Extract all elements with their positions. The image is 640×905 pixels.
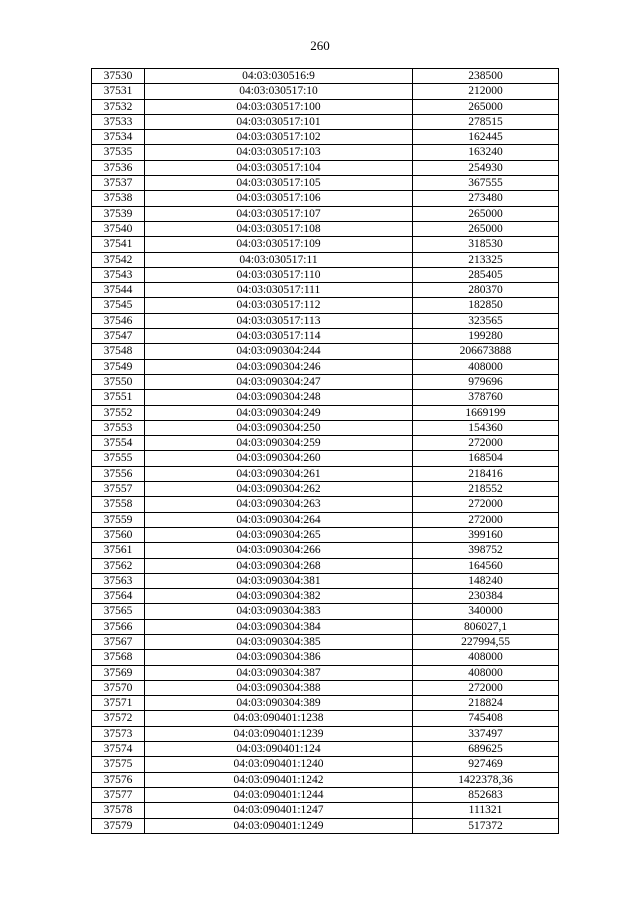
table-row bbox=[92, 405, 559, 420]
cadastral-number-cell: 04:03:090304:249 bbox=[145, 405, 413, 420]
table-row bbox=[92, 604, 559, 619]
table-row bbox=[92, 787, 559, 802]
table-row bbox=[92, 573, 559, 588]
value-cell: 218416 bbox=[413, 466, 559, 481]
row-index-cell: 37539 bbox=[92, 206, 145, 221]
cadastral-number-cell: 04:03:090401:1240 bbox=[145, 757, 413, 772]
cadastral-number-cell: 04:03:090401:1247 bbox=[145, 803, 413, 818]
cadastral-number-cell: 04:03:090304:387 bbox=[145, 665, 413, 680]
cadastral-number-cell: 04:03:090304:246 bbox=[145, 359, 413, 374]
value-cell: 265000 bbox=[413, 99, 559, 114]
row-index-cell: 37570 bbox=[92, 680, 145, 695]
value-cell: 218552 bbox=[413, 482, 559, 497]
row-index-cell: 37578 bbox=[92, 803, 145, 818]
table-row bbox=[92, 818, 559, 833]
registry-table-body bbox=[92, 69, 559, 834]
value-cell: 272000 bbox=[413, 512, 559, 527]
cadastral-number-cell: 04:03:030517:114 bbox=[145, 329, 413, 344]
cadastral-number-cell: 04:03:090304:244 bbox=[145, 344, 413, 359]
value-cell: 164560 bbox=[413, 558, 559, 573]
table-row bbox=[92, 650, 559, 665]
row-index-cell: 37545 bbox=[92, 298, 145, 313]
value-cell: 517372 bbox=[413, 818, 559, 833]
cadastral-number-cell: 04:03:090304:261 bbox=[145, 466, 413, 481]
value-cell: 1669199 bbox=[413, 405, 559, 420]
row-index-cell: 37546 bbox=[92, 313, 145, 328]
row-index-cell: 37559 bbox=[92, 512, 145, 527]
value-cell: 806027,1 bbox=[413, 619, 559, 634]
cadastral-number-cell: 04:03:090401:124 bbox=[145, 742, 413, 757]
value-cell: 745408 bbox=[413, 711, 559, 726]
table-row bbox=[92, 191, 559, 206]
table-row bbox=[92, 99, 559, 114]
row-index-cell: 37556 bbox=[92, 466, 145, 481]
table-row bbox=[92, 69, 559, 84]
table-row bbox=[92, 221, 559, 236]
table-row bbox=[92, 558, 559, 573]
value-cell: 154360 bbox=[413, 420, 559, 435]
value-cell: 399160 bbox=[413, 527, 559, 542]
value-cell: 398752 bbox=[413, 543, 559, 558]
value-cell: 265000 bbox=[413, 221, 559, 236]
table-row bbox=[92, 726, 559, 741]
table-row bbox=[92, 543, 559, 558]
row-index-cell: 37537 bbox=[92, 176, 145, 191]
page-number: 260 bbox=[310, 38, 330, 53]
cadastral-number-cell: 04:03:090304:382 bbox=[145, 589, 413, 604]
table-row bbox=[92, 237, 559, 252]
value-cell: 162445 bbox=[413, 130, 559, 145]
value-cell: 272000 bbox=[413, 436, 559, 451]
table-row bbox=[92, 206, 559, 221]
value-cell: 408000 bbox=[413, 665, 559, 680]
cadastral-number-cell: 04:03:090304:388 bbox=[145, 680, 413, 695]
cadastral-number-cell: 04:03:090401:1249 bbox=[145, 818, 413, 833]
cadastral-number-cell: 04:03:090304:262 bbox=[145, 482, 413, 497]
row-index-cell: 37547 bbox=[92, 329, 145, 344]
value-cell: 408000 bbox=[413, 650, 559, 665]
cadastral-number-cell: 04:03:090304:386 bbox=[145, 650, 413, 665]
table-row bbox=[92, 680, 559, 695]
cadastral-number-cell: 04:03:030517:107 bbox=[145, 206, 413, 221]
value-cell: 318530 bbox=[413, 237, 559, 252]
table-row bbox=[92, 742, 559, 757]
row-index-cell: 37554 bbox=[92, 436, 145, 451]
cadastral-number-cell: 04:03:090304:268 bbox=[145, 558, 413, 573]
cadastral-number-cell: 04:03:090304:247 bbox=[145, 374, 413, 389]
value-cell: 979696 bbox=[413, 374, 559, 389]
table-row bbox=[92, 160, 559, 175]
value-cell: 227994,55 bbox=[413, 634, 559, 649]
value-cell: 212000 bbox=[413, 84, 559, 99]
table-row bbox=[92, 634, 559, 649]
cadastral-number-cell: 04:03:030517:104 bbox=[145, 160, 413, 175]
table-row bbox=[92, 619, 559, 634]
row-index-cell: 37561 bbox=[92, 543, 145, 558]
cadastral-number-cell: 04:03:090304:383 bbox=[145, 604, 413, 619]
cadastral-number-cell: 04:03:030517:11 bbox=[145, 252, 413, 267]
table-row bbox=[92, 390, 559, 405]
row-index-cell: 37530 bbox=[92, 69, 145, 84]
table-row bbox=[92, 252, 559, 267]
value-cell: 163240 bbox=[413, 145, 559, 160]
table-row bbox=[92, 130, 559, 145]
value-cell: 254930 bbox=[413, 160, 559, 175]
row-index-cell: 37541 bbox=[92, 237, 145, 252]
row-index-cell: 37536 bbox=[92, 160, 145, 175]
cadastral-number-cell: 04:03:030517:109 bbox=[145, 237, 413, 252]
cadastral-number-cell: 04:03:090304:265 bbox=[145, 527, 413, 542]
table-row bbox=[92, 298, 559, 313]
row-index-cell: 37568 bbox=[92, 650, 145, 665]
value-cell: 230384 bbox=[413, 589, 559, 604]
cadastral-number-cell: 04:03:090401:1238 bbox=[145, 711, 413, 726]
row-index-cell: 37533 bbox=[92, 114, 145, 129]
cadastral-number-cell: 04:03:090304:264 bbox=[145, 512, 413, 527]
cadastral-number-cell: 04:03:090304:385 bbox=[145, 634, 413, 649]
row-index-cell: 37565 bbox=[92, 604, 145, 619]
cadastral-number-cell: 04:03:030517:112 bbox=[145, 298, 413, 313]
row-index-cell: 37573 bbox=[92, 726, 145, 741]
table-row bbox=[92, 665, 559, 680]
table-row bbox=[92, 313, 559, 328]
row-index-cell: 37553 bbox=[92, 420, 145, 435]
row-index-cell: 37531 bbox=[92, 84, 145, 99]
cadastral-number-cell: 04:03:030517:102 bbox=[145, 130, 413, 145]
row-index-cell: 37557 bbox=[92, 482, 145, 497]
value-cell: 852683 bbox=[413, 787, 559, 802]
value-cell: 340000 bbox=[413, 604, 559, 619]
table-row bbox=[92, 436, 559, 451]
value-cell: 1422378,36 bbox=[413, 772, 559, 787]
row-index-cell: 37534 bbox=[92, 130, 145, 145]
table-row bbox=[92, 512, 559, 527]
registry-table bbox=[91, 68, 559, 834]
cadastral-number-cell: 04:03:030517:113 bbox=[145, 313, 413, 328]
cadastral-number-cell: 04:03:090304:266 bbox=[145, 543, 413, 558]
row-index-cell: 37532 bbox=[92, 99, 145, 114]
row-index-cell: 37574 bbox=[92, 742, 145, 757]
row-index-cell: 37540 bbox=[92, 221, 145, 236]
value-cell: 927469 bbox=[413, 757, 559, 772]
table-row bbox=[92, 466, 559, 481]
cadastral-number-cell: 04:03:030517:106 bbox=[145, 191, 413, 206]
value-cell: 285405 bbox=[413, 267, 559, 282]
value-cell: 337497 bbox=[413, 726, 559, 741]
row-index-cell: 37567 bbox=[92, 634, 145, 649]
cadastral-number-cell: 04:03:030517:101 bbox=[145, 114, 413, 129]
row-index-cell: 37558 bbox=[92, 497, 145, 512]
cadastral-number-cell: 04:03:090304:248 bbox=[145, 390, 413, 405]
cadastral-number-cell: 04:03:030517:10 bbox=[145, 84, 413, 99]
row-index-cell: 37560 bbox=[92, 527, 145, 542]
table-row bbox=[92, 696, 559, 711]
row-index-cell: 37571 bbox=[92, 696, 145, 711]
row-index-cell: 37538 bbox=[92, 191, 145, 206]
row-index-cell: 37563 bbox=[92, 573, 145, 588]
row-index-cell: 37544 bbox=[92, 283, 145, 298]
cadastral-number-cell: 04:03:090401:1239 bbox=[145, 726, 413, 741]
row-index-cell: 37577 bbox=[92, 787, 145, 802]
table-row bbox=[92, 711, 559, 726]
table-row bbox=[92, 497, 559, 512]
value-cell: 278515 bbox=[413, 114, 559, 129]
table-row bbox=[92, 329, 559, 344]
cadastral-number-cell: 04:03:030517:108 bbox=[145, 221, 413, 236]
row-index-cell: 37550 bbox=[92, 374, 145, 389]
cadastral-number-cell: 04:03:090304:384 bbox=[145, 619, 413, 634]
cadastral-number-cell: 04:03:090304:381 bbox=[145, 573, 413, 588]
row-index-cell: 37535 bbox=[92, 145, 145, 160]
row-index-cell: 37579 bbox=[92, 818, 145, 833]
cadastral-number-cell: 04:03:090304:389 bbox=[145, 696, 413, 711]
cadastral-number-cell: 04:03:090401:1244 bbox=[145, 787, 413, 802]
row-index-cell: 37555 bbox=[92, 451, 145, 466]
value-cell: 367555 bbox=[413, 176, 559, 191]
table-row bbox=[92, 527, 559, 542]
row-index-cell: 37542 bbox=[92, 252, 145, 267]
value-cell: 213325 bbox=[413, 252, 559, 267]
value-cell: 689625 bbox=[413, 742, 559, 757]
row-index-cell: 37552 bbox=[92, 405, 145, 420]
cadastral-number-cell: 04:03:030516:9 bbox=[145, 69, 413, 84]
cadastral-number-cell: 04:03:090304:259 bbox=[145, 436, 413, 451]
value-cell: 280370 bbox=[413, 283, 559, 298]
table-row bbox=[92, 176, 559, 191]
cadastral-number-cell: 04:03:030517:105 bbox=[145, 176, 413, 191]
value-cell: 168504 bbox=[413, 451, 559, 466]
cadastral-number-cell: 04:03:030517:103 bbox=[145, 145, 413, 160]
table-row bbox=[92, 344, 559, 359]
table-row bbox=[92, 114, 559, 129]
table-row bbox=[92, 420, 559, 435]
value-cell: 272000 bbox=[413, 680, 559, 695]
value-cell: 238500 bbox=[413, 69, 559, 84]
table-row bbox=[92, 359, 559, 374]
cadastral-number-cell: 04:03:090304:263 bbox=[145, 497, 413, 512]
value-cell: 378760 bbox=[413, 390, 559, 405]
table-row bbox=[92, 283, 559, 298]
cadastral-number-cell: 04:03:030517:110 bbox=[145, 267, 413, 282]
cadastral-number-cell: 04:03:090401:1242 bbox=[145, 772, 413, 787]
cadastral-number-cell: 04:03:030517:100 bbox=[145, 99, 413, 114]
row-index-cell: 37572 bbox=[92, 711, 145, 726]
value-cell: 265000 bbox=[413, 206, 559, 221]
value-cell: 408000 bbox=[413, 359, 559, 374]
row-index-cell: 37549 bbox=[92, 359, 145, 374]
value-cell: 199280 bbox=[413, 329, 559, 344]
table-row bbox=[92, 267, 559, 282]
cadastral-number-cell: 04:03:090304:250 bbox=[145, 420, 413, 435]
row-index-cell: 37576 bbox=[92, 772, 145, 787]
table-row bbox=[92, 589, 559, 604]
table-row bbox=[92, 84, 559, 99]
row-index-cell: 37564 bbox=[92, 589, 145, 604]
value-cell: 272000 bbox=[413, 497, 559, 512]
row-index-cell: 37551 bbox=[92, 390, 145, 405]
table-row bbox=[92, 145, 559, 160]
row-index-cell: 37548 bbox=[92, 344, 145, 359]
value-cell: 111321 bbox=[413, 803, 559, 818]
cadastral-number-cell: 04:03:090304:260 bbox=[145, 451, 413, 466]
value-cell: 323565 bbox=[413, 313, 559, 328]
table-row bbox=[92, 374, 559, 389]
row-index-cell: 37562 bbox=[92, 558, 145, 573]
value-cell: 206673888 bbox=[413, 344, 559, 359]
row-index-cell: 37566 bbox=[92, 619, 145, 634]
table-row bbox=[92, 757, 559, 772]
table-row bbox=[92, 482, 559, 497]
row-index-cell: 37543 bbox=[92, 267, 145, 282]
value-cell: 218824 bbox=[413, 696, 559, 711]
table-row bbox=[92, 772, 559, 787]
table-row bbox=[92, 451, 559, 466]
table-row bbox=[92, 803, 559, 818]
row-index-cell: 37569 bbox=[92, 665, 145, 680]
value-cell: 273480 bbox=[413, 191, 559, 206]
row-index-cell: 37575 bbox=[92, 757, 145, 772]
value-cell: 148240 bbox=[413, 573, 559, 588]
value-cell: 182850 bbox=[413, 298, 559, 313]
cadastral-number-cell: 04:03:030517:111 bbox=[145, 283, 413, 298]
